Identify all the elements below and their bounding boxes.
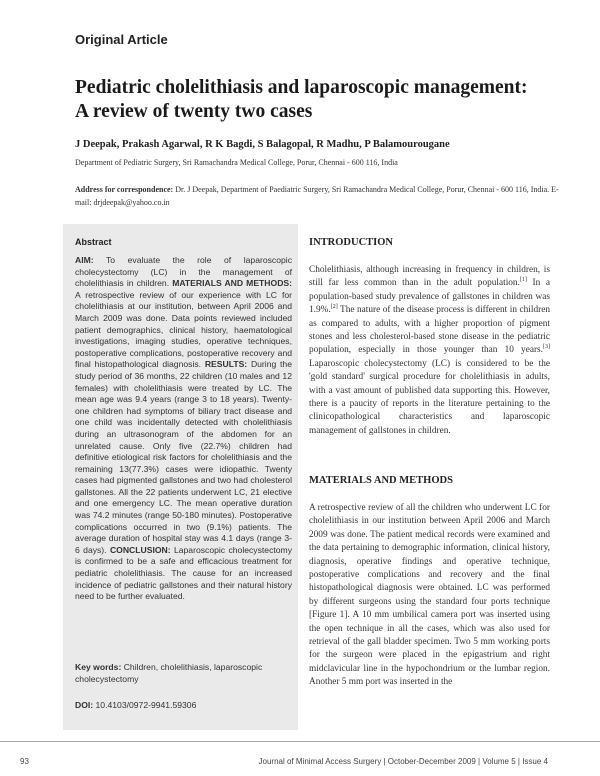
intro-text-2: In a population-based study prevalence of gallstones in children was 1.9%. xyxy=(309,278,550,316)
intro-text-1: Cholelithiasis, although increasing in frequency in children, is still far less common than in the adult population. xyxy=(309,265,550,289)
doi-label: DOI: xyxy=(75,700,94,710)
affiliation: Department of Pediatric Surgery, Sri Ramachandra Medical College, Porur, Chennai - 600 116, India xyxy=(75,158,398,167)
results-text: During the study period of 36 months, 22 children (10 males and 12 females) with cholelithiasis were treated by LC. The mean age was 9.4 years (range 3 to 18 years). Twenty-one children had symptoms of biliary tract disease and one child was incidentally detected with cholelithiasis during an ultrasonogram of the abdomen for an unrelated cause. Only five (22.7%) children had definitive etiological risk factors for cholelithiasis and the remaining 13(77.3%) cases were idiopathic. Twenty cases had pigmented gallstones and two had cholesterol gallstones. All the 22 patients underwent LC, 21 elective and one emergency LC. The mean operative duration was 74.2 minutes (range 50-180 minutes). Postoperative complications occurred in two (9.1%) patients. The average duration of hospital stay was 4.1 days (range 3-6 days). xyxy=(75,359,292,555)
introduction-paragraph xyxy=(309,264,550,438)
intro-text-4: Laparoscopic cholecystectomy (LC) is considered to be the 'gold standard' surgical procedure for cholelithiasis in adults, with a vast amount of published data supporting this. However, there is a paucity of reports in the literature pertaining to the clinicopathological characteristics and laparoscopic management of gallstones in children. xyxy=(309,358,550,436)
doi xyxy=(75,700,196,710)
results-label: RESULTS: xyxy=(204,359,248,370)
article-title xyxy=(75,76,555,124)
doi-link[interactable]: 10.4103/0972-9941.59306 xyxy=(93,700,197,710)
correspondence-address xyxy=(75,183,560,209)
methods-paragraph: A retrospective review of all the children who underwent LC for cholelithiasis in our institution between April 2006 and March 2009 was done. The patient medical records were examined and the data pertaining to demographic information, clinical history, diagnosis, operative findings and operative technique, postoperative complications and recovery and the final histopathological diagnosis were obtained. LC was performed by different surgeons using the standard four ports technique [Figure 1]. A 10 mm umbilical camera port was inserted using the open technique in all the cases, which was also used for retrieval of the gall bladder specimen. Two 5 mm working ports for the surgeon were placed in the epigastrium and right midclavicular line in the hypochondrium or the lumbar region. Another 5 mm port was inserted in the xyxy=(309,503,550,688)
methods-heading: MATERIALS AND METHODS xyxy=(309,475,453,486)
citation-ref-1[interactable]: [1] xyxy=(519,277,527,284)
conclusion-label: CONCLUSION: xyxy=(109,544,171,555)
title-line-2: A review of twenty two cases xyxy=(75,101,313,122)
intro-text-3: The nature of the disease process is different in children as compared to adults, with a higher proportion of pigment stones and less cholesterol-based stone disease in the pediatric population, especially in those younger than 10 years. xyxy=(309,305,550,356)
keywords-text: Children, cholelithiasis, laparoscopic cholecystectomy xyxy=(75,662,263,684)
article-type-label: Original Article xyxy=(75,32,168,47)
conclusion-text: Laparoscopic cholecystectomy is confirmed to be a safe and efficacious treatment for pediatric cholelithiasis. The cause for an increased incidence of pediatric gallstones and their natural history need to be further evaluated. xyxy=(75,544,292,602)
correspondence-text: Dr. J Deepak, Department of Paediatric Surgery, Sri Ramachandra Medical College, Porur, Chennai - 600 116, India. E-mail: drjdeepak@yahoo.co.in xyxy=(75,185,559,207)
keywords-label: Key words: xyxy=(75,662,122,672)
citation-ref-2[interactable]: [2] xyxy=(330,304,338,311)
methods-text: A retrospective review of our experience with LC for cholelithiasis at our institution, between April 2006 and March 2009 was done. Data points reviewed included patient demographics, clinical history, haematological investigations, imaging studies, operative techniques, postoperative complications, postoperative recovery and final histopathological diagnosis. xyxy=(75,289,292,370)
footer-divider xyxy=(0,741,600,742)
aim-label: AIM: xyxy=(75,255,94,265)
correspondence-label: Address for correspondence: xyxy=(75,185,174,194)
methods-label: MATERIALS AND METHODS: xyxy=(172,278,292,289)
introduction-heading: INTRODUCTION xyxy=(309,237,394,248)
keywords xyxy=(75,662,292,685)
abstract-heading: Abstract xyxy=(75,237,112,247)
citation-ref-3[interactable]: [3] xyxy=(543,344,550,351)
author-list: J Deepak, Prakash Agarwal, R K Bagdi, S Balagopal, R Madhu, P Balamourougane xyxy=(75,139,450,150)
page-number: 93 xyxy=(20,757,29,766)
abstract-body xyxy=(75,255,292,603)
aim-text: To evaluate the role of laparoscopic cholecystectomy (LC) in the management of cholelithiasis in children. xyxy=(75,255,292,289)
title-line-1: Pediatric cholelithiasis and laparoscopic management: xyxy=(75,77,528,98)
journal-citation: Journal of Minimal Access Surgery | October-December 2009 | Volume 5 | Issue 4 xyxy=(258,757,548,766)
